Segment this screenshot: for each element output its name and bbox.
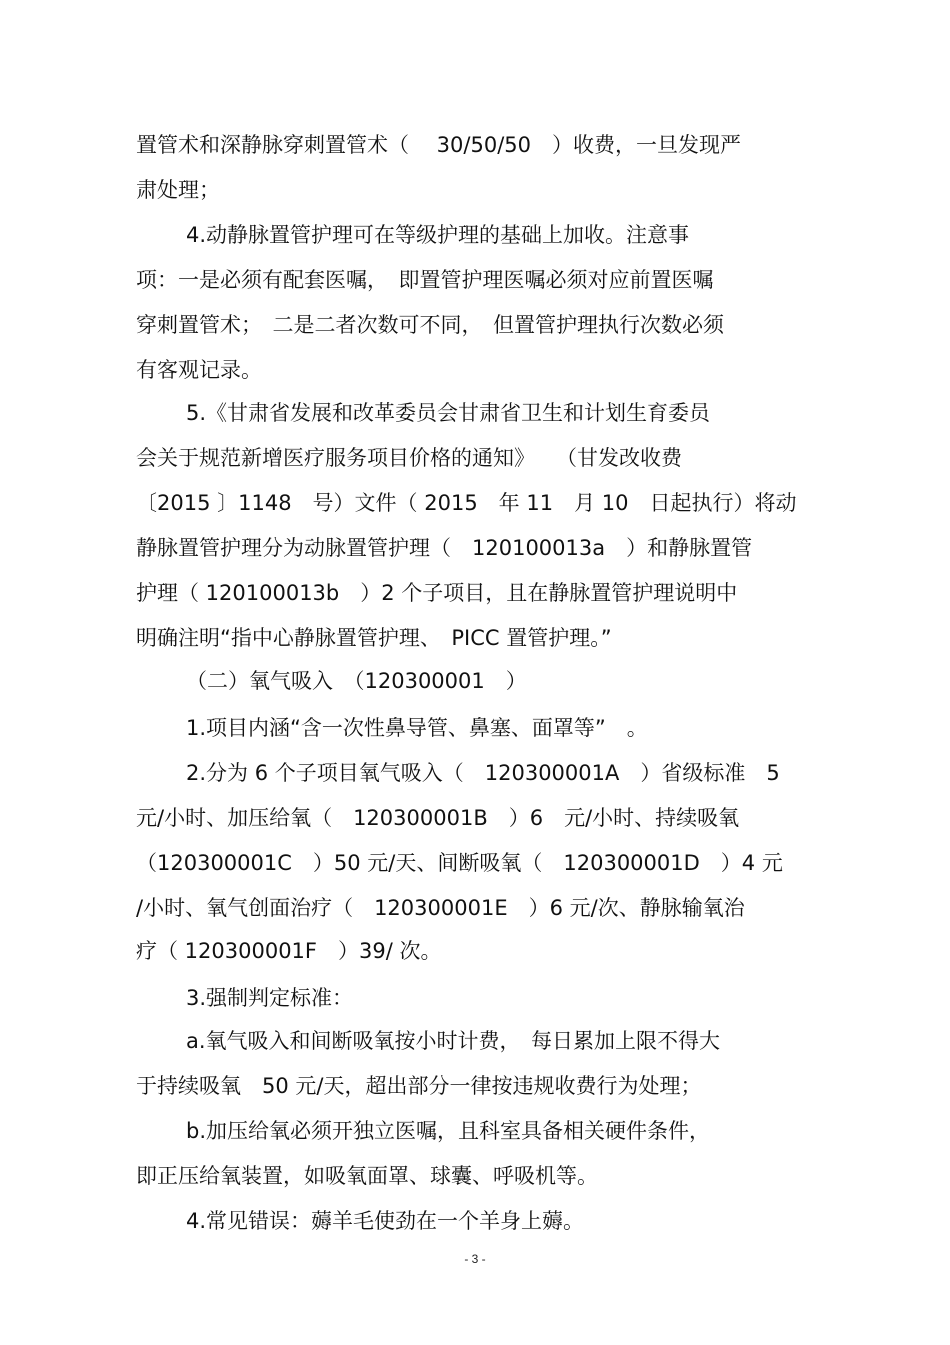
text-line: 明确注明“指中心静脉置管护理、 PICC 置管护理。” — [136, 626, 612, 650]
text-line: 2.分为 6 个子项目氧气吸入（ 120300001A ）省级标准 5 — [186, 761, 780, 785]
text-line: /小时、氧气创面治疗（ 120300001E ）6 元/次、静脉输氧治 — [136, 896, 745, 920]
text-line: 5.《甘肃省发展和改革委员会甘肃省卫生和计划生育委员 — [186, 401, 711, 425]
text-line: 穿刺置管术； 二是二者次数可不同， 但置管护理执行次数必须 — [136, 313, 724, 337]
text-line: 肃处理； — [136, 178, 220, 202]
text-line: 护理（ 120100013b ）2 个子项目，且在静脉置管护理说明中 — [136, 581, 738, 605]
text-line: 4.动静脉置管护理可在等级护理的基础上加收。注意事 — [186, 223, 690, 247]
text-line: 置管术和深静脉穿刺置管术（ 30/50/50 ）收费，一旦发现严 — [136, 133, 741, 157]
text-line: 会关于规范新增医疗服务项目价格的通知》 （甘发改收费 — [136, 446, 682, 470]
text-line: 元/小时、加压给氧（ 120300001B ）6 元/小时、持续吸氧 — [136, 806, 740, 830]
text-line: a.氧气吸入和间断吸氧按小时计费， 每日累加上限不得大 — [186, 1029, 721, 1053]
text-line: （120300001C ）50 元/天、间断吸氧（ 120300001D ）4 元 — [136, 851, 783, 875]
text-line: 4.常见错误：薅羊毛使劲在一个羊身上薅。 — [186, 1209, 585, 1233]
text-line: 疗（ 120300001F ）39/ 次。 — [136, 939, 442, 963]
text-line: 〔2015 〕1148 号）文件（ 2015 年 11 月 10 日起执行）将动 — [136, 491, 797, 515]
text-line: 即正压给氧装置，如吸氧面罩、球囊、呼吸机等。 — [136, 1164, 598, 1188]
text-line: b.加压给氧必须开独立医嘱，且科室具备相关硬件条件， — [186, 1119, 711, 1143]
text-line: 于持续吸氧 50 元/天，超出部分一律按违规收费行为处理； — [136, 1074, 702, 1098]
text-line: 有客观记录。 — [136, 358, 262, 382]
text-line: 静脉置管护理分为动脉置管护理（ 120100013a ）和静脉置管 — [136, 536, 753, 560]
page-number: - 3 - — [464, 1252, 486, 1266]
text-line: 3.强制判定标准： — [186, 986, 354, 1010]
section-heading: （二）氧气吸入 （120300001 ） — [186, 669, 527, 693]
text-line: 项：一是必须有配套医嘱， 即置管护理医嘱必须对应前置医嘱 — [136, 268, 714, 292]
text-line: 1.项目内涵“含一次性鼻导管、鼻塞、面罩等” 。 — [186, 716, 648, 740]
